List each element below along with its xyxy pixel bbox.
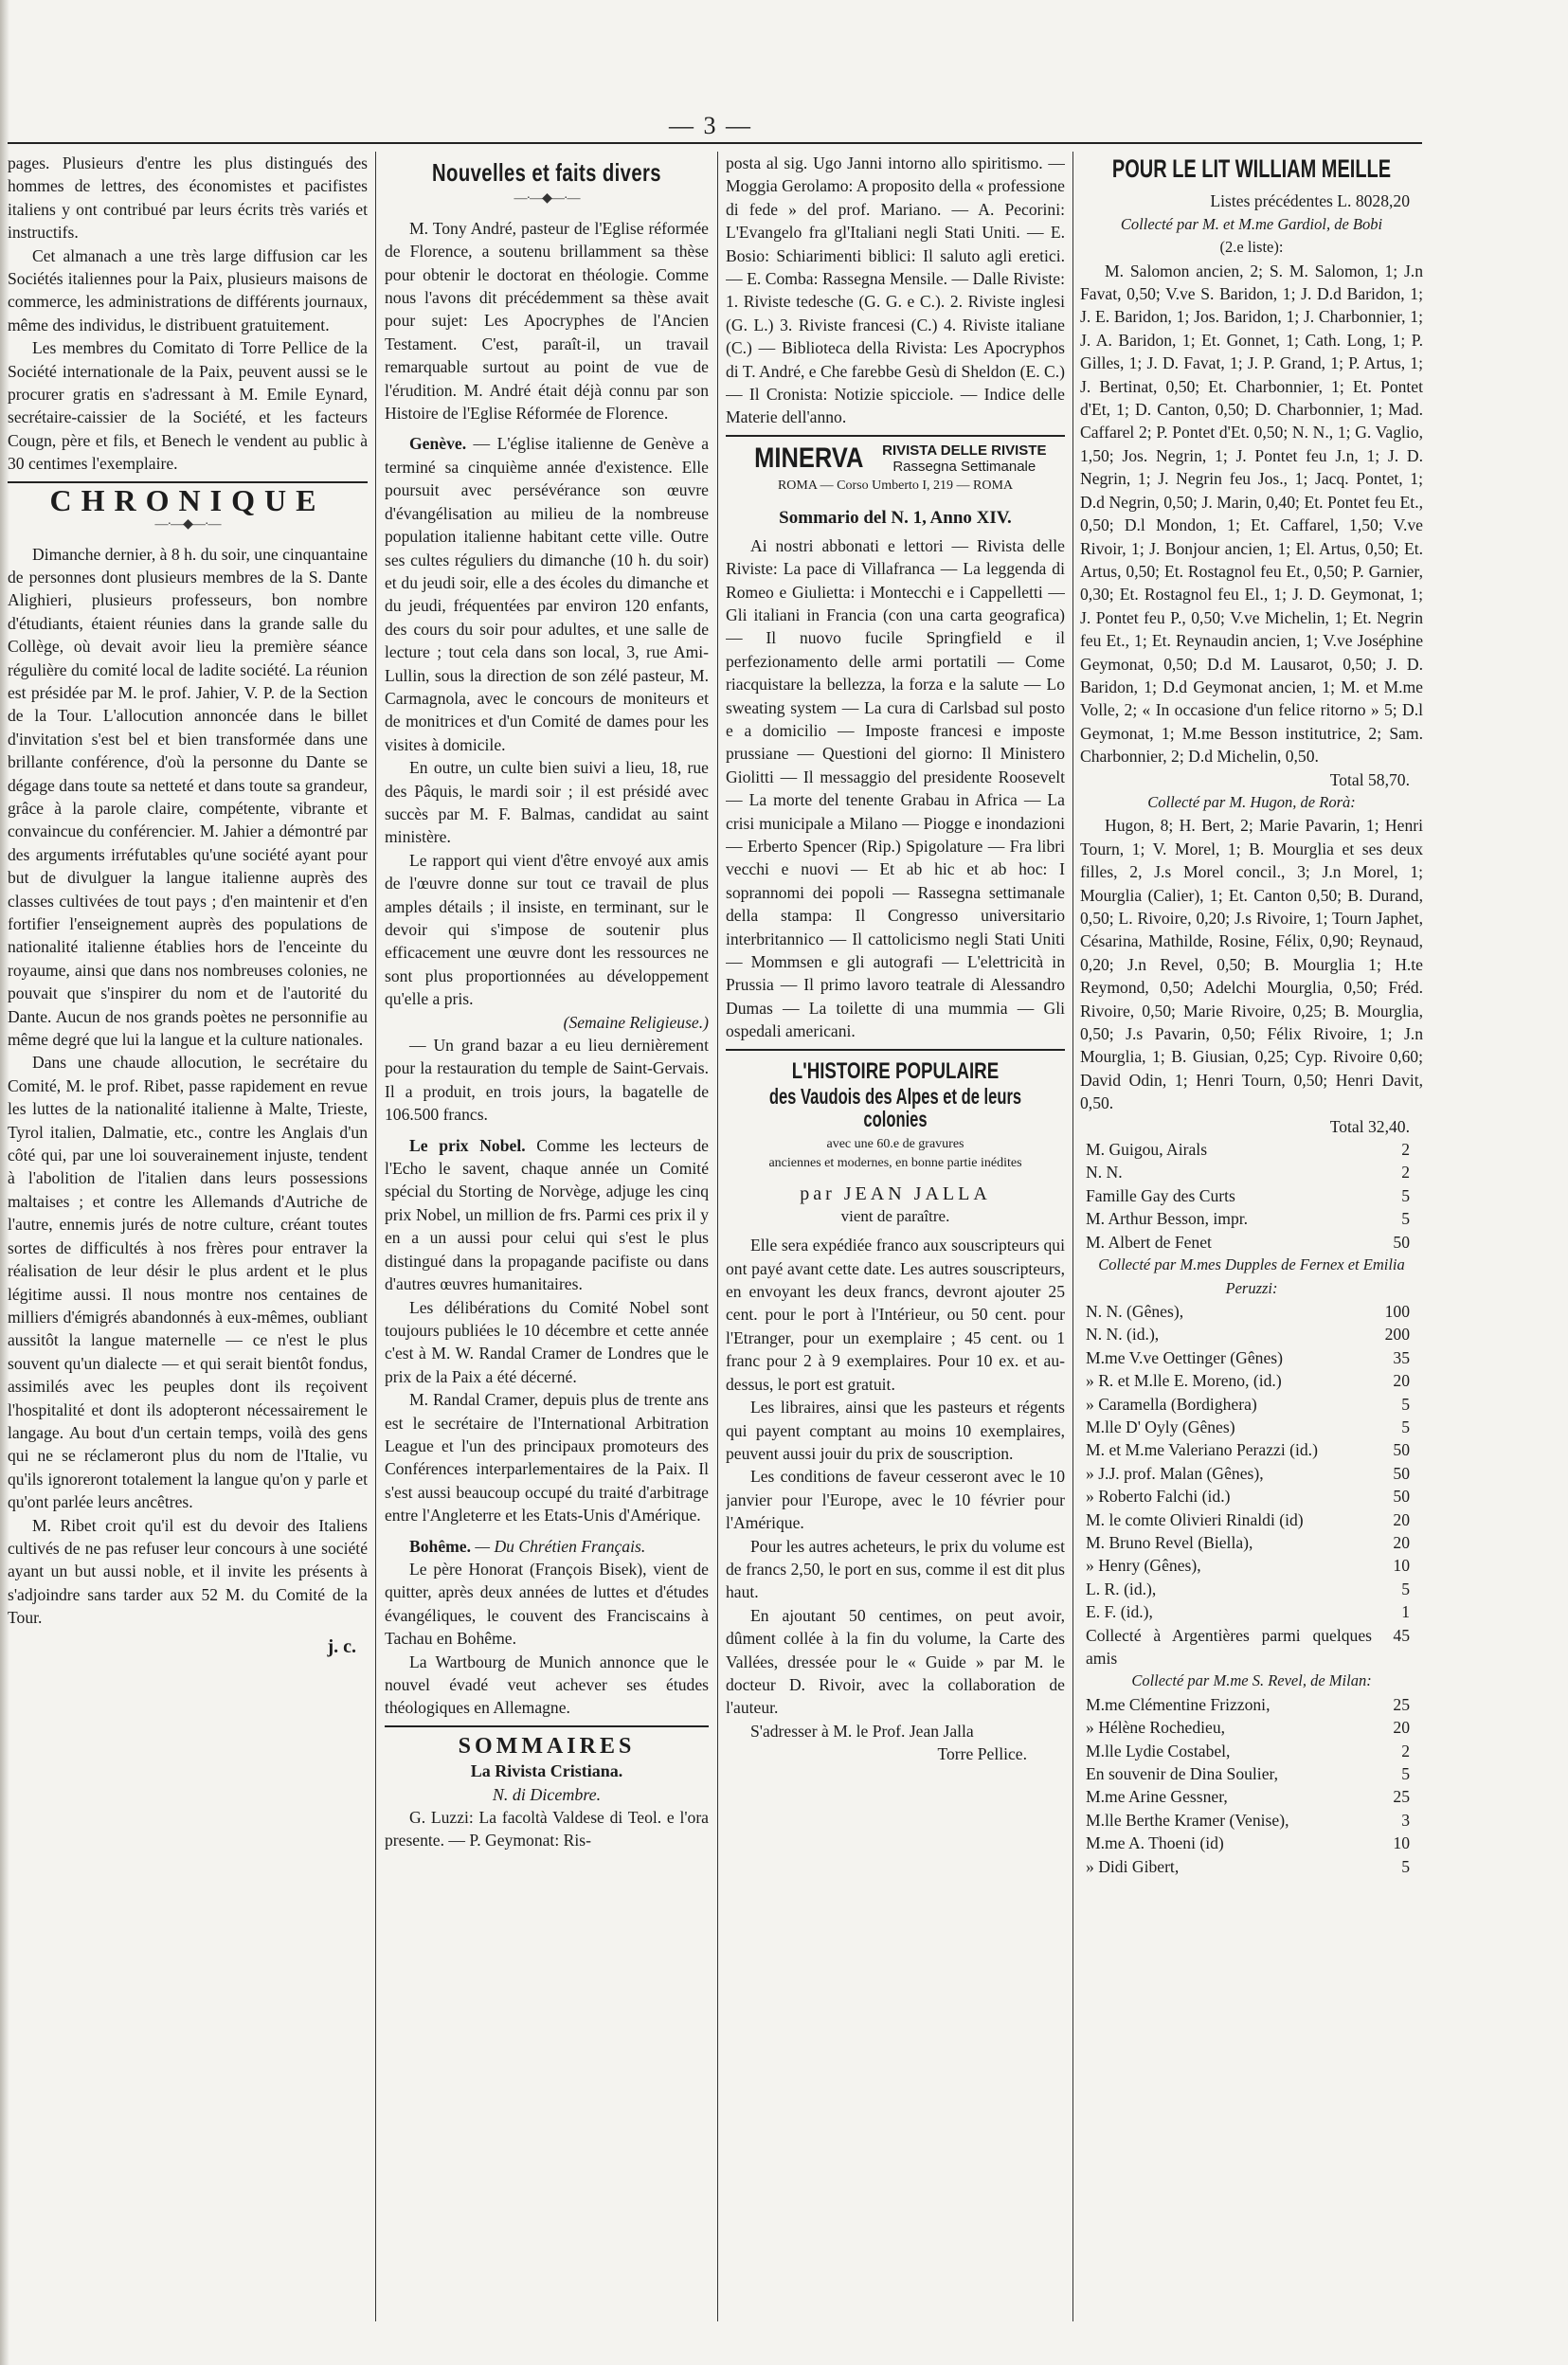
nobel-label: Le prix Nobel. [409,1135,526,1155]
donor-amount: 20 [1393,1532,1410,1552]
donor-amount: 20 [1393,1509,1410,1529]
donor-amount: 25 [1393,1787,1410,1807]
donor-name: Collecté à Argentières parmi quelques amis [1086,1625,1372,1668]
donor-amount: 2 [1401,1741,1410,1760]
donor-amount: 5 [1401,1209,1410,1229]
donor-row [1080,1416,1423,1438]
donor-row [1080,1231,1423,1254]
donor-row [1080,1693,1423,1716]
paragraph: M. Tony André, pasteur de l'Eglise réformée de Florence, a soutenu brillamment sa thèse pour obtenir le doctorat en théologie. Comme nous l'avons dit précédemment sa thèse avait pour sujet: Les Apocryphes de l'Ancien Testament. C'est, paraît-il, un travail remarquable surtout au point de vue de l'érudition. M. André était déjà connu par son Histoire de l'Eglise Réformée de Florence. [385,218,709,424]
donor-row [1080,1207,1423,1230]
paragraph: La Wartbourg de Munich annonce que le nouvel évadé veut achever ses études théologiques en Allemagne. [385,1652,709,1718]
donor-name: M. Guigou, Airals [1086,1140,1208,1160]
paragraph: — Un grand bazar a eu lieu dernièrement pour la restauration du temple de Saint-Gervais. Il a produit, en trois jours, la bagatelle de 106.500 francs. [385,1036,709,1125]
donor-name: M. Arthur Besson, impr. [1086,1209,1249,1229]
donor-row [1080,1809,1423,1832]
nobel-text: Comme les lecteurs de l'Echo le savent, chaque année un Comité spécial du Storting de Norvège, adjuge les cinq prix Nobel, un million de frs. Parmi ces prix il y en a un aussi pour celui qui s'est le plus distingué dans la propagande pacifiste ou dans d'autres œuvres humanitaires. [385,1135,709,1294]
signature: j. c. [327,1635,356,1657]
donor-row [1080,1161,1423,1183]
paragraph: Les libraires, ainsi que les pasteurs et régents qui payent comptant au moins 10 exemplaires, peuvent aussi jouir du prix de souscription. [726,1398,1065,1463]
donor-amount: 5 [1401,1579,1410,1598]
donor-row [1080,1393,1423,1416]
donor-list: M. Salomon ancien, 2; S. M. Salomon, 1; J.n Favat, 0,50; V.ve S. Baridon, 1; J. D.d Baridon, 1; J. E. Baridon, 1; Jos. Baridon, 1; J. Charbonnier, 1; J. A. Baridon, 1; Et. Gonnet, 1; Cath. Long, 1; P. Gilles, 1; J. D. Favat, 1; J. P. Grand, 1; P. Artus, 1; J. Bertinat, 0,50; Et. Charbonnier, 1; Et. Pontet d'Et, 1; D. Canton, 0,50; D. Charbonnier, 1; Mad. Caffarel 2; P. Pontet d'Et. 0,50; N. N., 1; G. Vaglio, 1,50; Jos. Negrin, 1; J. Pontet feu J.n, 1; J. D. Negrin, 1; J. Negrin feu Jos., 1; Jacq. Pontet, 1; D.d Negrin, 0,50; J. Marin, 0,40; Et. Pontet feu Et., 0,50; D.l Mondon, 1; Et. Caffarel, 1,50; V.ve Rivoir, 1; J. Bonjour ancien, 1; El. Artus, 0,50; Et. Artus, 0,50; Et. Rostagnol feu Et., 0,50; P. Garnier, 0,30; Et. Rostagnol feu El., 1; J. D. Geymonat, 1; J. Pontet feu P., 0,50; V.ve Michelin, 1; Et. Negrin feu Et., 1; Et. Reynaudin ancien, 1; V.ve Joséphine Geymonat, 0,50; D.d M. Lausarot, 0,50; J. D. Baridon, 1; D.d Geymonat ancien, 1; M. et M.me Volle, 2; « In occasione d'un felice ritorno » 5; D.l Geymonat, 1; M.me Besson institutrice, 2; Sam. Charbonnier, 2; D.d Michelin, 0,50. [1080,261,1423,767]
paragraph: Pour les autres acheteurs, le prix du volume est de francs 2,50, le port en sus, comme il est dit plus haut. [726,1536,1065,1602]
donor-name: » J.J. prof. Malan (Gênes), [1086,1463,1264,1483]
donor-name: M.me Clémentine Frizzoni, [1086,1694,1271,1714]
donor-name: M.lle Berthe Kramer (Venise), [1086,1810,1289,1830]
paragraph-nobel [385,1134,709,1296]
donor-row [1080,1485,1423,1507]
paragraph-geneve [385,432,709,756]
section-rule [385,1725,709,1727]
minerva-subtitle: RIVISTA DELLE RIVISTE [882,442,1047,459]
donor-row [1080,1462,1423,1485]
donor-name: M.lle D' Oyly (Gênes) [1086,1417,1235,1436]
minerva-subtitle-block [882,442,1046,475]
donor-amount: 1 [1401,1602,1410,1622]
donor-row [1080,1531,1423,1554]
donor-amount: 5 [1401,1394,1410,1414]
donor-row [1080,1554,1423,1577]
donor-row [1080,1785,1423,1808]
paragraph-boheme [385,1535,709,1558]
author-line: par JEAN JALLA [800,1182,991,1204]
donor-row [1080,1855,1423,1878]
sommario-title: Sommario del N. 1, Anno XIV. [779,508,1012,529]
minerva-title: MINERVA [753,442,863,474]
donor-name: M.lle Lydie Costabel, [1086,1741,1231,1760]
paragraph: Dans une chaude allocution, le secrétaire du Comité, M. le prof. Ribet, passe rapidement en revue les luttes de la nationalité italienne à Malte, Trieste, Tyrol italien, Dalmatie, etc., contre les Anglais d'un côté qui, par une loi souverainement injuste, tendent à l'abolition de l'italien dans leurs possessions maltaises ; et contre les Allemands d'Autriche de l'autre, ennemis jurés de notre culture, créant toutes sortes de difficultés à nos frères pour entraver la réalisation de leur désir le plus ardent et le plus légitime aussi. Il nous montre nos centaines de milliers d'émigrés abandonnés à eux-mêmes, oubliant aussitôt la langue maternelle — ce n'est le plus souvent qu'un dialecte — et qui serait bientôt fondus, assimilés avec les peuples dont ils reçoivent l'hospitalité et dont ils adopteront nécessairement le langage. Au bout d'un certain temps, voilà des gens qui ne se réclameront plus du nom de l'Italie, vu qu'ils ignoreront totalement la langue qu'on y parle et qu'ont parlée leurs ancêtres. [8,1053,368,1512]
donor-row [1080,1832,1423,1854]
chronique-title: CHRONIQUE [49,482,326,517]
column-divider [1072,152,1073,2321]
paragraph: Ai nostri abbonati e lettori — Rivista delle Riviste: La pace di Villafranca — La leggenda di Romeo e Giulietta: i Montecchi e i Cappelletti — Gli italiani in Francia (con una carta geografica) — Il nuovo fucile Springfield e il perfezionamento delle armi portatili — Come riacquistare la bellezza, la forza e la salute — Lo sweating system — La cura di Carlsbad sul posto e a domicilio — Imposte francesi e imposte prussiane — Questioni del giorno: Il Ministero Giolitti — Il messaggio del presidente Roosevelt — La morte del tenente Grabau in Africa — La crisi municipale a Milano — Piogge e inondazioni — Erberto Spencer (Rip.) Spigolature — Fra libri vecchi e nuovi — Et ab hic et ab hoc: I soprannomi dei popoli — Rassegna settimanale della stampa: Il Congresso universitario interbritannico — Il cattolicismo negli Stati Uniti — Mommsen e gli autografi — L'elettricità in Prussia — Il primo lavoro teatrale di Alessandro Dumas — La toilette di una mummia — Gli ospedali americani. [726,535,1065,1041]
donor-name: E. F. (id.), [1086,1602,1153,1622]
paragraph: Le rapport qui vient d'être envoyé aux amis de l'œuvre donne sur tout ce travail de plus amples détails ; il insiste, en terminant, sur le devoir qui s'impose de soutenir plus efficacement une œuvre dont les ressources ne sont plus proportionnées au développement qu'elle a pris. [385,850,709,1009]
boheme-label: Bohême. [409,1536,471,1556]
minerva-masthead [726,442,1065,475]
donor-name: » Didi Gibert, [1086,1856,1180,1876]
previous-lists: Listes précédentes L. 8028,20 [1210,191,1410,211]
donor-amount: 35 [1393,1347,1410,1367]
donor-row [1080,1600,1423,1623]
donor-amount: 50 [1393,1232,1410,1252]
donor-row [1080,1624,1423,1670]
donor-name: » R. et M.lle E. Moreno, (id.) [1086,1371,1282,1391]
paragraph: M. Randal Cramer, depuis plus de trente ans est le secrétaire de l'International Arbitration League et l'un des principaux promoteurs des Conférences interparlementaires de la Paix. Il s'est aussi beaucoup occupé du traité d'arbitrage entre l'Angleterre et les Etats-Unis d'Amérique. [385,1390,709,1526]
ornament-divider: —·—◆—·— [154,517,221,533]
donor-row [1080,1438,1423,1461]
column-divider [375,152,376,2321]
collector-line: (2.e liste): [1219,238,1284,257]
donor-table [1080,1693,1423,1878]
ornament-divider: —·—◆—·— [514,191,580,207]
donor-row [1080,1578,1423,1600]
donor-amount: 50 [1393,1487,1410,1507]
rivista-title: La Rivista Cristiana. [470,1761,623,1781]
boheme-text: — Du Chrétien Français. [471,1536,646,1556]
address-line: Torre Pellice. [937,1744,1027,1764]
donor-amount: 25 [1393,1694,1410,1714]
donor-name: M.me V.ve Oettinger (Gênes) [1086,1347,1283,1367]
paragraph: posta al sig. Ugo Janni intorno allo spiritismo. — Moggia Gerolamo: A proposito della « professione di fede » del prof. Mariano. — A. Pecorini: L'Evangelo fra gl'Italiani negli Stati Uniti. — E. Bosio: Schiarimenti biblici: Il saluto agli eretici. — E. Comba: Rassegna Mensile. — Dalle Riviste: 1. Riviste tedesche (G. G. e C.). 2. Riviste inglesi (G. L.) 3. Riviste francesi (C.) 4. Riviste italiane (C.) — Biblioteca della Rivista: Les Apocryphos di T. André, e Che farebbe Gesù di Sheldon (E. C.) — Il Cronista: Notizie spicciole. — Indice delle Materie dell'anno. [726,153,1065,427]
donor-row [1080,1369,1423,1392]
histoire-subtitle: des Vaudois des Alpes et de leurs colonies [768,1084,1022,1132]
donor-name: » Caramella (Bordighera) [1086,1394,1257,1414]
paragraph: G. Luzzi: La facoltà Valdese di Teol. e l'ora presente. — P. Geymonat: Ris- [385,1808,709,1850]
donor-name: M. et M.me Valeriano Perazzi (id.) [1086,1440,1318,1460]
paragraph: Elle sera expédiée franco aux souscripteurs qui ont payé avant cette date. Les autres souscripteurs, en envoyant les deux francs, devront ajouter 25 cent. pour le port à l'Intérieur, ou 50 cent. pour l'Etranger, pour un exemplaire ; 45 cent. ou 1 franc pour 2 à 9 exemplaires. Pour 10 ex. et au-dessus, le port est gratuit. [726,1236,1065,1394]
collector-line: Collecté par M. Hugon, de Rorà: [1147,792,1356,811]
donor-row [1080,1184,1423,1207]
histoire-note: anciennes et modernes, en bonne partie inédites [768,1155,1022,1170]
section-rule [726,435,1065,437]
donor-amount: 20 [1393,1371,1410,1391]
donor-amount: 20 [1393,1718,1410,1738]
paragraph: Le père Honorat (François Bisek), vient de quitter, après deux années de luttes et d'études évangéliques, le couvent des Franciscains à Tachau en Bohême. [385,1559,709,1649]
column-4 [1080,152,1423,2340]
paragraph: Les conditions de faveur cesseront avec le 10 janvier pour l'Europe, avec le 10 février pour l'Amérique. [726,1467,1065,1533]
column-divider [717,152,718,2321]
donor-amount: 5 [1401,1764,1410,1784]
collector-line: Collecté par M.me S. Revel, de Milan: [1131,1671,1372,1690]
top-rule [8,142,1422,144]
donor-table [1080,1300,1423,1670]
donor-amount: 45 [1393,1625,1410,1645]
paragraph: Les membres du Comitato di Torre Pellice de la Société internationale de la Paix, peuvent aussi se le procurer gratis en s'adressant à M. Emile Eynard, secrétaire-caissier de la Société, et les facteurs Cougn, père et fils, et Benech le vendent au public à 30 centimes l'exemplaire. [8,338,368,474]
paragraph: Cet almanach a une très large diffusion car les Sociétés italiennes pour la Paix, plusieurs maisons de commerce, les administrations de différents journaux, même des individus, le distribuent gratuitement. [8,245,368,334]
donor-name: M. Bruno Revel (Biella), [1086,1532,1253,1552]
paragraph: M. Ribet croit qu'il est du devoir des Italiens cultivés de ne pas refuser leur concours à une société ayant un but aussi noble, et il invite les présents à s'adjoindre sans tarder aux 52 M. du Comité de la Tour. [8,1515,368,1628]
donor-name: N. N. [1086,1163,1123,1182]
geneve-label: Genève. [409,434,467,454]
donor-name: M.me A. Thoeni (id) [1086,1833,1224,1853]
donor-amount: 5 [1401,1185,1410,1205]
donor-amount: 50 [1393,1440,1410,1460]
donor-amount: 2 [1401,1140,1410,1160]
donor-name: Famille Gay des Curts [1086,1185,1235,1205]
donor-name: M. Albert de Fenet [1086,1232,1212,1252]
donor-name: N. N. (Gênes), [1086,1301,1184,1321]
paragraph: S'adresser à M. le Prof. Jean Jalla [750,1721,974,1741]
donor-name: M. le comte Olivieri Rinaldi (id) [1086,1509,1304,1529]
column-1 [8,152,368,2340]
histoire-title: L'HISTOIRE POPULAIRE [791,1057,1000,1084]
column-2 [385,152,709,2340]
donor-name: » Henry (Gênes), [1086,1556,1201,1576]
donor-amount: 10 [1393,1556,1410,1576]
donor-list: Hugon, 8; H. Bert, 2; Marie Pavarin, 1; Henri Tourn, 1; V. Morel, 1; B. Mourglia et ses deux filles, 2, J.s Morel concil., 3; J.n Morel, 1; Mourglia (Calier), 1; Et. Canton 0,50; B. Durand, 0,50; L. Rivoire, 0,20; J.s Rivoire, 1; Tourn Japhet, Césarina, Mathilde, Rosine, Félix, 0,90; Reynaud, 0,20; J.n Revel, 0,50; B. Mourglia 1; H.te Reymond, 0,50; Adelchi Mourglia, 0,50; Fréd. Rivoire, 0,50; Marie Rivoire, 0,25; B. Mourglia, 0,50; J.s Pavarin, 0,50; Félix Rivoire, 1; J.n Mourglia, 1; B. Giusian, 0,25; Cyp. Rivoire 0,60; David Odin, 1; Henri Tourn, 0,50; Henri Davit, 0,50. [1080,816,1423,1113]
minerva-address: ROMA — Corso Umberto I, 219 — ROMA [777,478,1014,493]
donor-name: M.me Arine Gessner, [1086,1787,1228,1807]
donor-name: » Roberto Falchi (id.) [1086,1487,1231,1507]
paragraph: En outre, un culte bien suivi a lieu, 18, rue des Pâquis, le mardi soir ; il est présidé avec succès par M. F. Balmas, candidat au saint ministère. [385,758,709,847]
donor-name: L. R. (id.), [1086,1579,1157,1598]
paragraph: Dimanche dernier, à 8 h. du soir, une cinquantaine de personnes dont plusieurs membres de la S. Dante Alighieri, plusieurs professeurs, bon nombre d'étudiants, étaient réunies dans la grande salle du Collège, où devait avoir lieu la première séance régulière du comité local de ladite société. La réunion est présidée par M. le prof. Jahier, V. P. de la Section de la Tour. L'allocution annoncée dans le billet d'invitation s'est bel et bien transformée dans une brillante conférence, d'où la personne du Dante se dégage dans toute sa netteté et dans toute sa grandeur, grâce à la parole claire, compétente, vibrante et convaincue du conférencier. M. Jahier a démontré par des arguments irréfutables qu'une société ayant pour but de divulguer la langue italienne auprès des classes cultivées de tout pays ; d'en maintenir et d'en fortifier l'enseignement auprès des populations de nationalité italienne établies hors de l'enceinte du royaume, ainsi que dans nos nombreuses colonies, ne pouvait que s'inspirer du nom et de l'autorité du Dante. Aucun de nos grands poètes ne personnifie au même degré que lui la langue et la culture nationales. [8,544,368,1050]
donor-amount: 200 [1384,1325,1410,1345]
publication-note: vient de paraître. [840,1207,950,1226]
donor-amount: 10 [1393,1833,1410,1853]
rivista-date: N. di Dicembre. [492,1784,602,1804]
source-credit: (Semaine Religieuse.) [563,1012,709,1032]
sommaires-title: SOMMAIRES [458,1733,636,1759]
donor-table [1080,1138,1423,1254]
donor-amount: 50 [1393,1463,1410,1483]
donor-row [1080,1346,1423,1369]
minerva-subtitle-2: Rassegna Settimanale [892,458,1036,475]
donor-row [1080,1508,1423,1531]
donor-name: » Hélène Rochedieu, [1086,1718,1226,1738]
histoire-note: avec une 60.e de gravures [826,1136,964,1151]
subscription-title: POUR LE LIT WILLIAM MEILLE [1111,154,1392,183]
geneve-text: — L'église italienne de Genève a terminé sa cinquième année d'existence. Elle poursuit avec persévérance son œuvre d'évangélisation au milieu de la nombreuse population italienne habitant cette ville. Outre ses cultes réguliers du dimanche (10 h. du soir) et du jeudi soir, elle a des écoles du dimanche et du jeudi, fréquentées par environ 120 enfants, des cours du soir pour adultes, et une salle de lecture ; tout cela dans son local, 3, rue Ami-Lullin, sous la direction de son zélé pasteur, M. Carmagnola, avec le concours de moniteurs et de monitrices et d'un Comité de dames pour les visites à domicile. [385,434,709,754]
section-rule [726,1049,1065,1051]
donor-row [1080,1323,1423,1345]
paragraph: Les délibérations du Comité Nobel sont toujours publiées le 10 décembre et cette année c'est à M. W. Randal Cramer de Londres que le prix de la Paix a été décerné. [385,1297,709,1386]
collector-line: Collecté par M.mes Dupples de Fernex et Emilia Peruzzi: [1098,1255,1405,1297]
donor-name: N. N. (id.), [1086,1325,1160,1345]
subtotal: Total 58,70. [1329,769,1410,789]
donor-amount: 5 [1401,1417,1410,1436]
section-title: Nouvelles et faits divers [432,158,661,187]
donor-row [1080,1138,1423,1161]
subtotal: Total 32,40. [1329,1116,1410,1136]
column-3 [726,152,1065,2340]
donor-amount: 3 [1401,1810,1410,1830]
paragraph: En ajoutant 50 centimes, on peut avoir, dûment collée à la fin du volume, la Carte des Vallées, dressée pour le « Guide » par M. le docteur D. Rivoir, avec la collaboration de l'auteur. [726,1605,1065,1718]
donor-amount: 2 [1401,1163,1410,1182]
collector-line: Collecté par M. et M.me Gardiol, de Bobi [1120,214,1383,233]
page-number: — 3 — [669,112,752,139]
donor-amount: 100 [1384,1301,1410,1321]
donor-row [1080,1300,1423,1323]
donor-row [1080,1740,1423,1762]
donor-name: En souvenir de Dina Soulier, [1086,1764,1279,1784]
donor-row [1080,1716,1423,1739]
donor-amount: 5 [1401,1856,1410,1876]
paragraph: pages. Plusieurs d'entre les plus distingués des hommes de lettres, des économistes et pacifistes italiens y ont contribué par leurs écrits très variés et instructifs. [8,153,368,243]
donor-row [1080,1762,1423,1785]
